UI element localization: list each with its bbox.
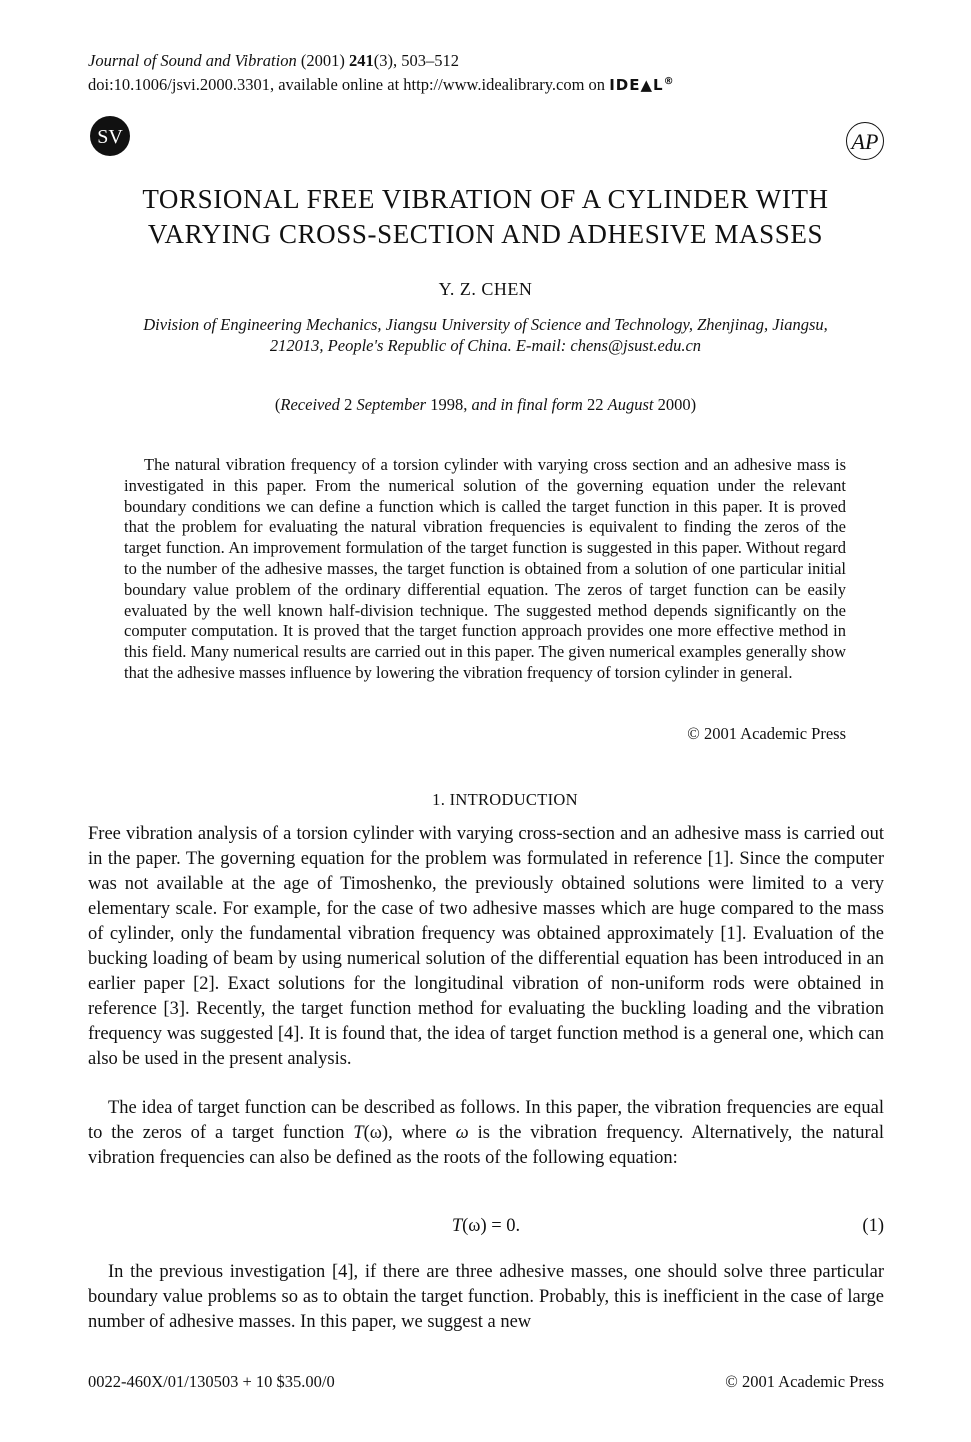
intro-paragraph-3: In the previous investigation [4], if there are three adhesive masses, one should solve three particular boundary value problems so as to obtain the target function. Probably, this is inefficient in the case of large number of adhesive masses. In this paper, we suggest a new xyxy=(88,1262,884,1332)
title-line-2: VARYING CROSS-SECTION AND ADHESIVE MASSES xyxy=(147,219,824,249)
journal-year: (2001) xyxy=(300,51,345,70)
abstract-text: The natural vibration frequency of a torsion cylinder with varying cross section and an adhesive mass is investigated in this paper. From the numerical solution of the governing equation under the relevant boundary conditions we can define a function which is called the target function in this paper. It is proved that the problem for evaluating the natural vibration frequencies is equivalent to finding the zeros of the target function. An improvement formulation of the target function is suggested in this paper. Without regard to the number of the adhesive masses, the target function is obtained from a solution of one particular initial boundary value problem of the ordinary differential equation. The zeros of target function can be easily evaluated by the well known half-division technique. The suggested method depends significantly on the computer computation. It is proved that the target function approach provides one more effective method in this field. Many numerical results are carried out in this paper. The given numerical examples generally show that the adhesive masses influence by lowering the vibration frequency of torsion cylinder in general. xyxy=(124,455,846,682)
paper-title xyxy=(80,182,891,252)
intro-paragraph-2: The idea of target function can be described as follows. In this paper, the vibration frequencies are equal to the zeros of a target function T(ω), where ω is the vibration frequency. Alternatively, the natural vibration frequencies can also be defined as the roots of the following equation: xyxy=(88,1098,884,1168)
doi-text[interactable]: doi:10.1006/jsvi.2000.3301, available online at http://www.idealibrary.com on xyxy=(88,75,606,94)
title-line-1: TORSIONAL FREE VIBRATION OF A CYLINDER WITH xyxy=(142,184,829,214)
equation-1 xyxy=(88,1216,884,1242)
ap-logo: AP xyxy=(846,122,884,160)
footer-issn: 0022-460X/01/130503 + 10 $35.00/0 xyxy=(88,1372,335,1391)
abstract-copyright: © 2001 Academic Press xyxy=(687,724,846,743)
intro-paragraph-1: Free vibration analysis of a torsion cylinder with varying cross-section and an adhesive mass is carried out in the paper. The governing equation for the problem was formulated in reference [1]. Since the computer was not available at the age of Timoshenko, the previously obtained solutions were limited to a very elementary scale. For example, for the case of two adhesive masses which are huge compared to the mass of cylinder, only the fundamental vibration frequency was obtained approximately [1]. Evaluation of the bucking loading of beam by using numerical solution of the differential equation has been introduced in an earlier paper [2]. Exact solutions for the longitudinal vibration of non-uniform rods were obtained in reference [3]. Recently, the target function method for evaluating the buckling loading and the vibration frequency was suggested [4]. It is found that, the idea of target function method is a general one, which can also be used in the present analysis. xyxy=(88,824,884,1069)
journal-header xyxy=(88,50,675,96)
received-dates: (Received 2 September 1998, and in final form 22 August 2000) xyxy=(274,395,697,414)
journal-name: Journal of Sound and Vibration xyxy=(88,51,297,70)
affiliation xyxy=(86,314,885,356)
ideal-logo: IDE▲L® xyxy=(609,76,675,94)
footer-copyright: © 2001 Academic Press xyxy=(725,1372,884,1391)
ideal-arrow-icon: ▲ xyxy=(640,76,654,94)
journal-issue-pages: (3), 503–512 xyxy=(373,51,459,70)
equation-body: T(ω) = 0. xyxy=(451,1216,521,1236)
equation-number: (1) xyxy=(862,1216,884,1236)
author-name: Y. Z. CHEN xyxy=(438,279,533,299)
journal-volume: 241 xyxy=(348,51,374,70)
sv-logo: SV xyxy=(90,116,130,156)
affiliation-line-1: Division of Engineering Mechanics, Jiangsu University of Science and Technology, Zhenjinag, Jiangsu, xyxy=(143,315,828,334)
citation-line xyxy=(88,50,675,71)
section-heading: 1. INTRODUCTION xyxy=(432,790,578,809)
doi-line xyxy=(88,71,675,96)
affiliation-line-2: 212013, People's Republic of China. E-mail: chens@jsust.edu.cn xyxy=(269,336,702,355)
